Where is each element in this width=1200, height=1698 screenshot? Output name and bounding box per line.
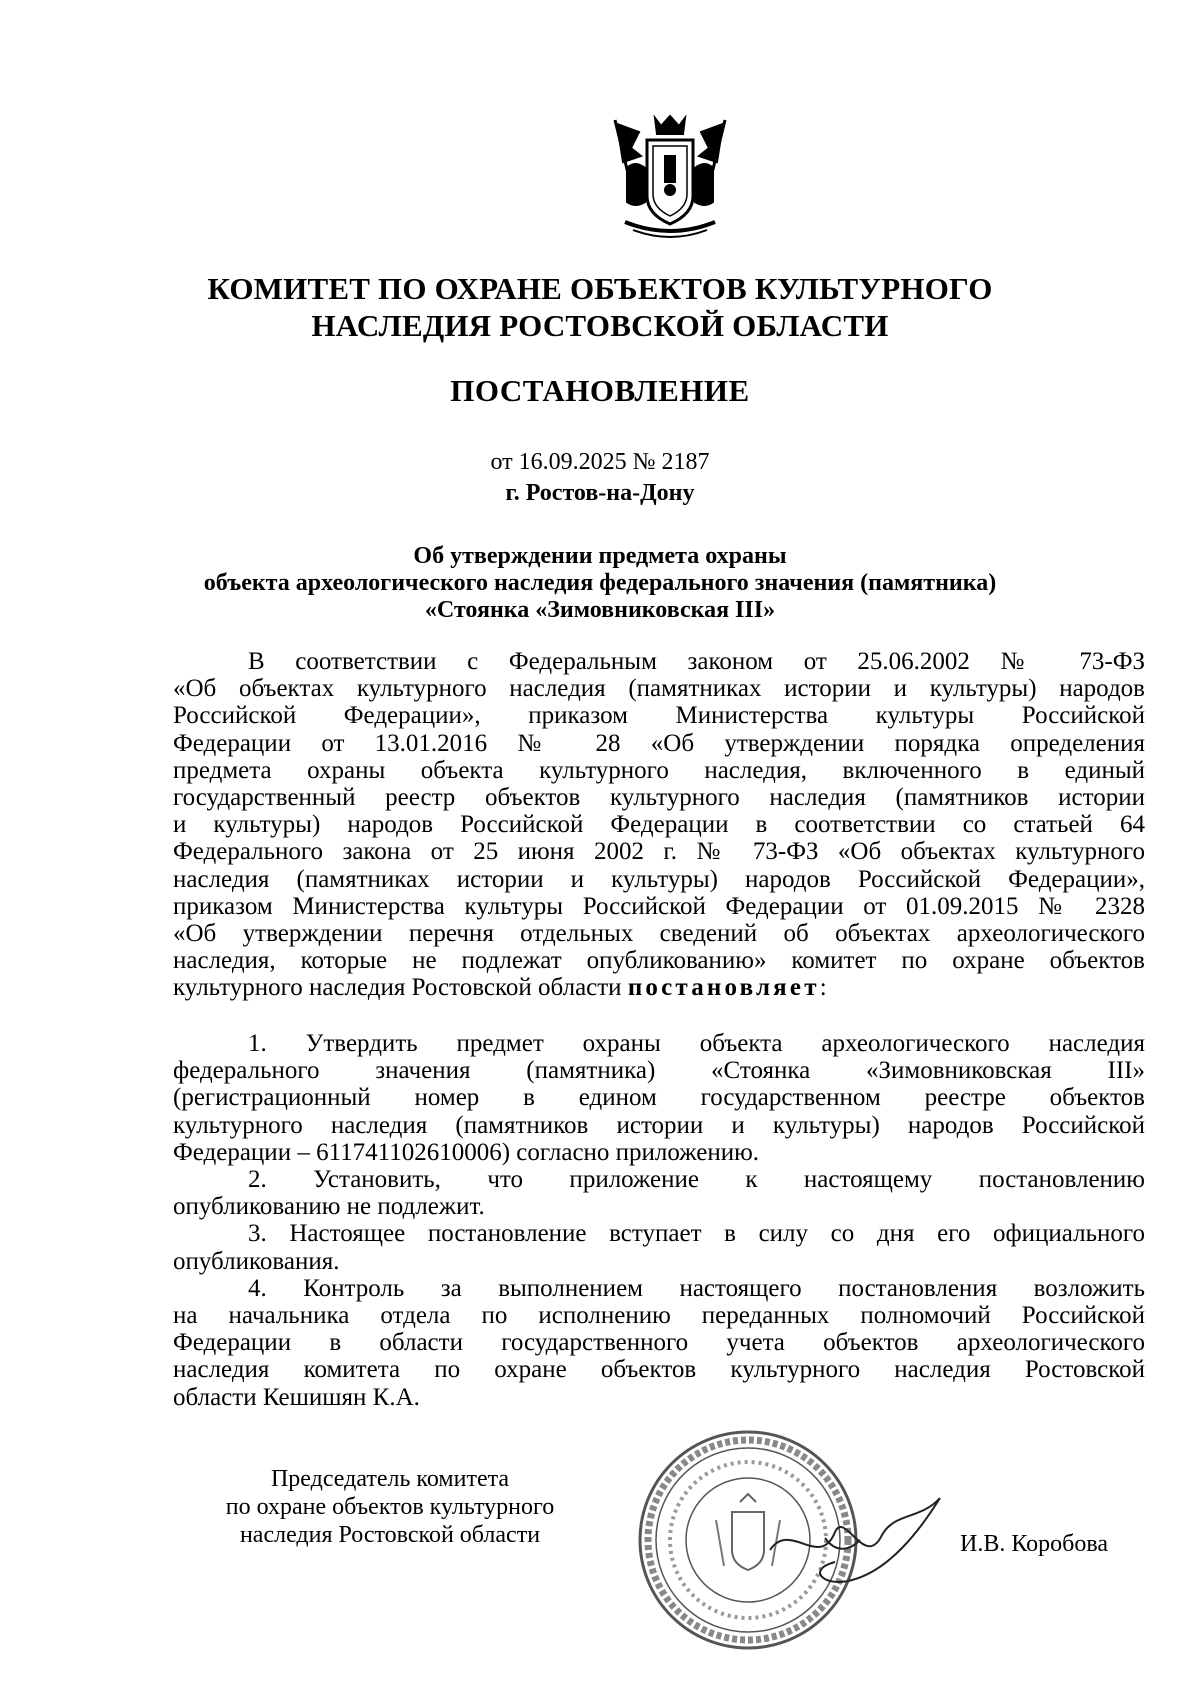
item-2-line: 2. Установить, что приложение к настоящему постановлению xyxy=(248,1166,1145,1194)
item-4-last-line: области Кешишян К.А. xyxy=(173,1383,420,1411)
org-line-1: КОМИТЕТ ПО ОХРАНЕ ОБЪЕКТОВ КУЛЬТУРНОГО xyxy=(207,271,993,306)
preamble-line: Российской Федерации», приказом Министерства культуры Российской xyxy=(173,702,1145,730)
preamble-line: предмета охраны объекта культурного наследия, включенного в единый xyxy=(173,756,1145,784)
subject-line-3: «Стоянка «Зимовниковская III» xyxy=(424,597,776,623)
preamble-line: наследия (памятниках истории и культуры) народов Российской Федерации», xyxy=(173,865,1145,893)
item-2-last-line: опубликованию не подлежит. xyxy=(173,1193,485,1221)
document-type: ПОСТАНОВЛЕНИЕ xyxy=(450,373,750,408)
preamble-line: и культуры) народов Российской Федерации в соответствии со статьей 64 xyxy=(173,811,1145,839)
preamble-last-line xyxy=(173,974,1145,1001)
document-city: г. Ростов-на-Дону xyxy=(505,480,695,506)
resolves-word: постановляет xyxy=(627,974,820,1002)
resolves-colon: : xyxy=(819,974,827,1002)
organization-name xyxy=(100,270,1100,344)
item-1-last-line: Федерации – 611741102610006) согласно приложению. xyxy=(173,1138,759,1166)
preamble-paragraph xyxy=(173,648,1145,1002)
preamble-line: В соответствии с Федеральным законом от 25.06.2002 № 73-ФЗ xyxy=(248,648,1145,675)
preamble-line: государственный реестр объектов культурного наследия (памятников истории xyxy=(173,784,1145,812)
preamble-line: наследия, которые не подлежат опубликованию» комитет по охране объектов xyxy=(173,947,1145,975)
resolution-items xyxy=(173,1030,1145,1411)
signer-title-line-3: наследия Ростовской области xyxy=(239,1522,541,1548)
preamble-line: «Об утверждении перечня отдельных сведений об объектах археологического xyxy=(173,920,1145,948)
official-seal-icon xyxy=(620,1420,950,1660)
org-line-2: НАСЛЕДИЯ РОСТОВСКОЙ ОБЛАСТИ xyxy=(311,308,889,343)
preamble-last-text: культурного наследия Ростовской области xyxy=(173,974,622,1002)
signer-title xyxy=(175,1465,605,1549)
signer-name: И.В. Коробова xyxy=(960,1531,1109,1557)
item-1-line: (регистрационный номер в едином государственном реестре объектов xyxy=(173,1084,1145,1112)
item-1-line: федерального значения (памятника) «Стоянка «Зимовниковская III» xyxy=(173,1057,1145,1085)
item-3-last-line: опубликования. xyxy=(173,1247,340,1275)
item-4-line: наследия комитета по охране объектов культурного наследия Ростовской xyxy=(173,1356,1145,1384)
item-4-line: 4. Контроль за выполнением настоящего постановления возложить xyxy=(248,1274,1145,1302)
item-3-line: 3. Настоящее постановление вступает в силу со дня его официального xyxy=(248,1220,1145,1248)
item-1-line: 1. Утвердить предмет охраны объекта археологического наследия xyxy=(248,1030,1145,1057)
preamble-line: Федерации от 13.01.2016 № 28 «Об утверждении порядка определения xyxy=(173,729,1145,757)
document-subject xyxy=(130,543,1070,624)
signer-title-line-2: по охране объектов культурного xyxy=(225,1494,555,1520)
item-4-line: Федерации в области государственного учета объектов археологического xyxy=(173,1329,1145,1357)
preamble-line: приказом Министерства культуры Российской Федерации от 01.09.2015 № 2328 xyxy=(173,892,1145,920)
signer-title-line-1: Председатель комитета xyxy=(270,1466,510,1492)
item-1-line: культурного наследия (памятников истории и культуры) народов Российской xyxy=(173,1111,1145,1139)
coat-of-arms-icon xyxy=(605,112,735,244)
subject-line-2: объекта археологического наследия федерального значения (памятника) xyxy=(203,570,997,596)
document-date-number: от 16.09.2025 № 2187 xyxy=(490,449,710,475)
preamble-line: Федерального закона от 25 июня 2002 г. № 73-ФЗ «Об объектах культурного xyxy=(173,838,1145,866)
subject-line-1: Об утверждении предмета охраны xyxy=(413,543,787,569)
preamble-line: «Об объектах культурного наследия (памятниках истории и культуры) народов xyxy=(173,675,1145,703)
item-4-line: на начальника отдела по исполнению переданных полномочий Российской xyxy=(173,1302,1145,1330)
